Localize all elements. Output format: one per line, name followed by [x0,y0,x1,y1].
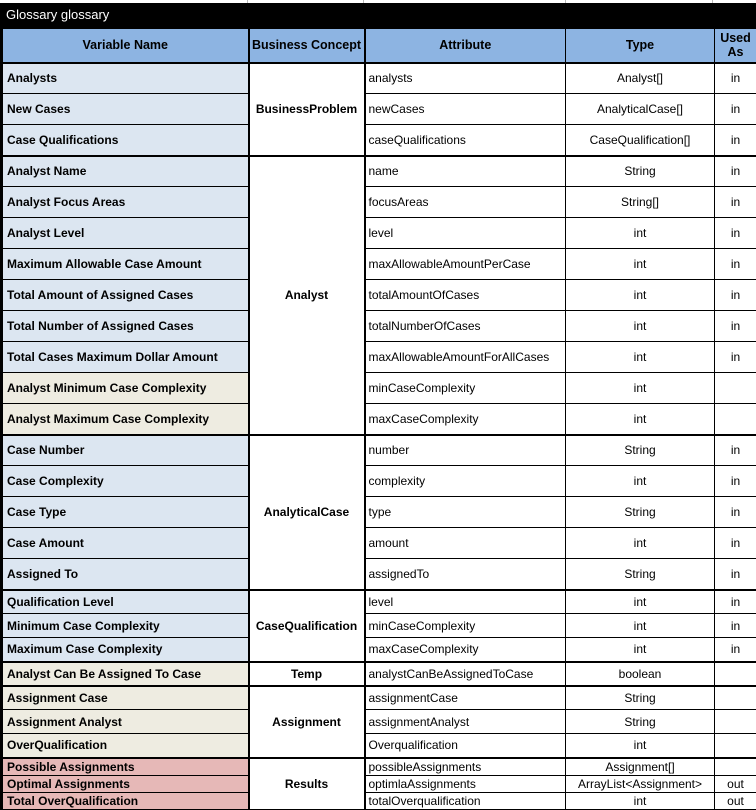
type-cell[interactable]: String [566,435,715,466]
type-cell[interactable]: int [566,280,715,311]
column-header-used-as[interactable]: Used As [715,28,756,63]
sheet-edge-strip [0,0,756,3]
header-row [2,28,756,63]
table-row [2,94,756,125]
column-header-business-concept[interactable]: Business Concept [249,28,365,63]
variable-name-cell[interactable]: Maximum Allowable Case Amount [2,249,249,280]
type-cell[interactable]: AnalyticalCase[] [566,94,715,125]
business-concept-cell[interactable]: Results [249,758,365,810]
used-as-cell[interactable]: in [715,249,756,280]
variable-name-cell[interactable]: Assigned To [2,559,249,590]
type-cell[interactable]: Assignment[] [566,758,715,776]
type-cell[interactable]: int [566,638,715,662]
table-row [2,63,756,94]
business-concept-cell[interactable]: Temp [249,662,365,686]
variable-name-cell[interactable]: Case Complexity [2,466,249,497]
business-concept-cell[interactable]: CaseQualification [249,590,365,662]
table-row [2,710,756,734]
variable-name-cell[interactable]: Optimal Assignments [2,775,249,792]
table-row [2,559,756,590]
glossary-title-text: Glossary glossary [6,7,110,22]
variable-name-cell[interactable]: Case Number [2,435,249,466]
table-row [2,775,756,792]
table-row [2,466,756,497]
type-cell[interactable]: ArrayList<Assignment> [566,775,715,792]
table-row [2,497,756,528]
variable-name-cell[interactable]: OverQualification [2,734,249,758]
attribute-cell[interactable]: level [365,218,566,249]
table-row [2,404,756,435]
type-cell[interactable]: Analyst[] [566,63,715,94]
type-cell[interactable]: int [566,342,715,373]
used-as-cell[interactable]: in [715,528,756,559]
used-as-cell[interactable] [715,686,756,710]
table-row [2,734,756,758]
table-row [2,156,756,187]
column-header-type[interactable]: Type [566,28,715,63]
variable-name-cell[interactable]: Total OverQualification [2,792,249,810]
used-as-cell[interactable]: in [715,187,756,218]
used-as-cell[interactable] [715,710,756,734]
type-cell[interactable]: String [566,497,715,528]
attribute-cell[interactable]: number [365,435,566,466]
used-as-cell[interactable]: in [715,280,756,311]
variable-name-cell[interactable]: Total Number of Assigned Cases [2,311,249,342]
attribute-cell[interactable]: amount [365,528,566,559]
attribute-cell[interactable]: caseQualifications [365,125,566,156]
variable-name-cell[interactable]: Case Qualifications [2,125,249,156]
attribute-cell[interactable]: totalNumberOfCases [365,311,566,342]
table-row [2,435,756,466]
variable-name-cell[interactable]: Analyst Focus Areas [2,187,249,218]
variable-name-cell[interactable]: Total Cases Maximum Dollar Amount [2,342,249,373]
attribute-cell[interactable]: name [365,156,566,187]
variable-name-cell[interactable]: Case Amount [2,528,249,559]
attribute-cell[interactable]: totalAmountOfCases [365,280,566,311]
table-row [2,758,756,776]
attribute-cell[interactable]: newCases [365,94,566,125]
gridline-tick [363,0,364,3]
attribute-cell[interactable]: possibleAssignments [365,758,566,776]
gridline-tick [712,0,713,3]
attribute-cell[interactable]: type [365,497,566,528]
column-header-variable-name[interactable]: Variable Name [2,28,249,63]
table-row [2,792,756,810]
used-as-cell[interactable]: in [715,638,756,662]
type-cell[interactable]: int [566,311,715,342]
type-cell[interactable]: String [566,156,715,187]
attribute-cell[interactable]: analystCanBeAssignedToCase [365,662,566,686]
type-cell[interactable]: int [566,528,715,559]
used-as-cell[interactable]: in [715,497,756,528]
variable-name-cell[interactable]: New Cases [2,94,249,125]
used-as-cell[interactable]: in [715,435,756,466]
attribute-cell[interactable]: focusAreas [365,187,566,218]
attribute-cell[interactable]: level [365,590,566,614]
variable-name-cell[interactable]: Maximum Case Complexity [2,638,249,662]
type-cell[interactable]: int [566,249,715,280]
attribute-cell[interactable]: analysts [365,63,566,94]
used-as-cell[interactable]: in [715,590,756,614]
used-as-cell[interactable] [715,662,756,686]
glossary-table [0,26,756,810]
variable-name-cell[interactable]: Total Amount of Assigned Cases [2,280,249,311]
used-as-cell[interactable] [715,373,756,404]
variable-name-cell[interactable]: Analyst Name [2,156,249,187]
variable-name-cell[interactable]: Qualification Level [2,590,249,614]
type-cell[interactable]: int [566,466,715,497]
business-concept-cell[interactable]: Analyst [249,156,365,435]
business-concept-cell[interactable]: Assignment [249,686,365,758]
glossary-title-cell[interactable] [0,3,756,26]
used-as-cell[interactable]: out [715,775,756,792]
type-cell[interactable]: CaseQualification[] [566,125,715,156]
table-row [2,686,756,710]
table-row [2,638,756,662]
variable-name-cell[interactable]: Assignment Analyst [2,710,249,734]
table-row [2,614,756,638]
used-as-cell[interactable]: in [715,466,756,497]
used-as-cell[interactable]: in [715,125,756,156]
table-row [2,280,756,311]
variable-name-cell[interactable]: Minimum Case Complexity [2,614,249,638]
type-cell[interactable]: String[] [566,187,715,218]
table-row [2,311,756,342]
used-as-cell[interactable]: in [715,559,756,590]
attribute-cell[interactable]: complexity [365,466,566,497]
used-as-cell[interactable] [715,758,756,776]
used-as-cell[interactable]: in [715,614,756,638]
gridline-tick [247,0,248,3]
type-cell[interactable]: String [566,559,715,590]
variable-name-cell[interactable]: Possible Assignments [2,758,249,776]
type-cell[interactable]: int [566,404,715,435]
table-row [2,373,756,404]
gridline-tick [565,0,566,3]
type-cell[interactable]: int [566,373,715,404]
variable-name-cell[interactable]: Analyst Level [2,218,249,249]
used-as-cell[interactable]: in [715,342,756,373]
variable-name-cell[interactable]: Analyst Maximum Case Complexity [2,404,249,435]
type-cell[interactable]: int [566,734,715,758]
type-cell[interactable]: boolean [566,662,715,686]
glossary-body [2,63,756,810]
used-as-cell[interactable]: out [715,792,756,810]
attribute-cell[interactable]: maxAllowableAmountForAllCases [365,342,566,373]
type-cell[interactable]: String [566,686,715,710]
table-row [2,590,756,614]
used-as-cell[interactable] [715,734,756,758]
attribute-cell[interactable]: minCaseComplexity [365,373,566,404]
attribute-cell[interactable]: assignmentCase [365,686,566,710]
type-cell[interactable]: String [566,710,715,734]
used-as-cell[interactable]: in [715,63,756,94]
table-row [2,342,756,373]
attribute-cell[interactable]: maxCaseComplexity [365,638,566,662]
attribute-cell[interactable]: minCaseComplexity [365,614,566,638]
used-as-cell[interactable] [715,404,756,435]
variable-name-cell[interactable]: Case Type [2,497,249,528]
attribute-cell[interactable]: assignmentAnalyst [365,710,566,734]
variable-name-cell[interactable]: Assignment Case [2,686,249,710]
type-cell[interactable]: int [566,614,715,638]
used-as-cell[interactable]: in [715,156,756,187]
type-cell[interactable]: int [566,218,715,249]
table-row [2,528,756,559]
business-concept-cell[interactable]: AnalyticalCase [249,435,365,590]
variable-name-cell[interactable]: Analyst Can Be Assigned To Case [2,662,249,686]
column-header-attribute[interactable]: Attribute [365,28,566,63]
attribute-cell[interactable]: maxCaseComplexity [365,404,566,435]
variable-name-cell[interactable]: Analysts [2,63,249,94]
variable-name-cell[interactable]: Analyst Minimum Case Complexity [2,373,249,404]
used-as-cell[interactable]: in [715,218,756,249]
table-row [2,662,756,686]
attribute-cell[interactable]: maxAllowableAmountPerCase [365,249,566,280]
table-row [2,125,756,156]
table-row [2,249,756,280]
attribute-cell[interactable]: assignedTo [365,559,566,590]
attribute-cell[interactable]: optimlaAssignments [365,775,566,792]
business-concept-cell[interactable]: BusinessProblem [249,63,365,156]
table-row [2,187,756,218]
attribute-cell[interactable]: totalOverqualification [365,792,566,810]
used-as-cell[interactable]: in [715,94,756,125]
type-cell[interactable]: int [566,590,715,614]
attribute-cell[interactable]: Overqualification [365,734,566,758]
type-cell[interactable]: int [566,792,715,810]
table-row [2,218,756,249]
used-as-cell[interactable]: in [715,311,756,342]
